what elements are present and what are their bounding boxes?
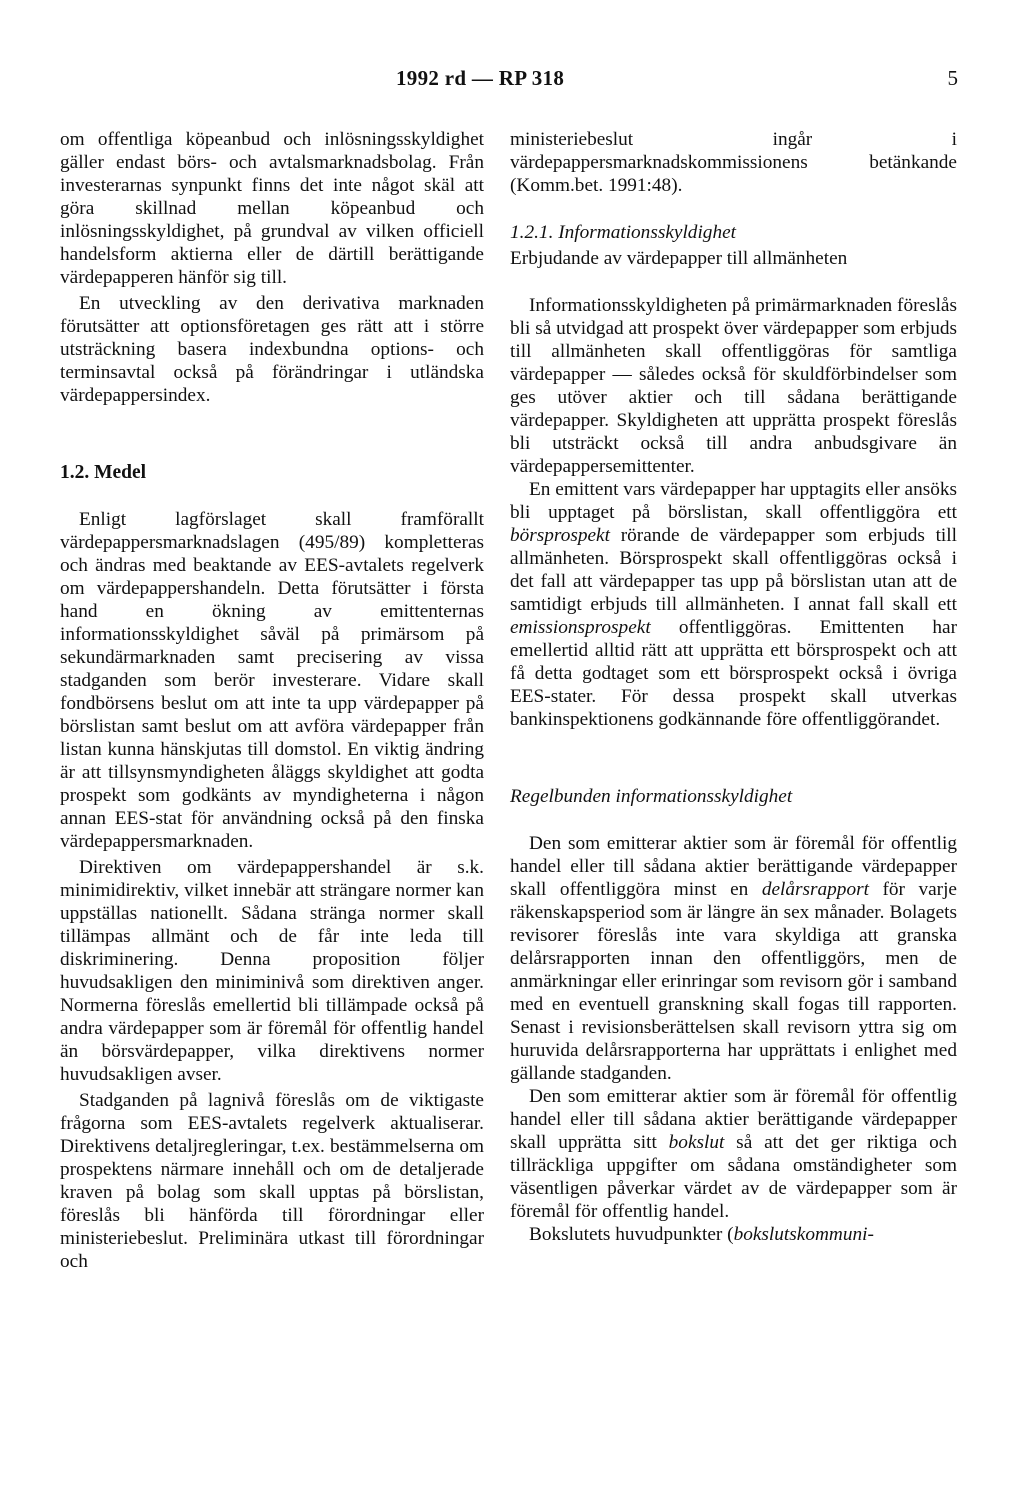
paragraph: om offentliga köpeanbud och inlösningsskyldighet gäller endast börs- och avtalsmarknadsbolag. Från investerarnas synpunkt finns det inte något skäl att göra skillnad mellan köpeanbud och inlösningsskyldighet, på grundval av vilken officiell handelsform aktierna eller de därtill berättigande värdepapperen hänför sig till. xyxy=(60,129,484,288)
paragraph: Informationsskyldigheten på primärmarknaden föreslås bli så utvidgad att prospekt över värdepapper som erbjuds till allmänheten skall offentliggöras för samtliga värdepapper — således också för skuldförbindelser som ges utöver aktier och till sådana berättigande värdepapper. Skyldigheten att upprätta prospekt föreslås bli utsträckt också till andra anbudsgivare än värdepappersemittenter. xyxy=(510,295,957,477)
paragraph: En utveckling av den derivativa marknaden förutsätter att optionsföretagen ges rätt att i större utsträckning basera indexbundna options- och terminsavtal också på förändringar i utländska värdepappersindex. xyxy=(60,293,484,406)
page-number: 5 xyxy=(947,66,958,90)
text-run: Den som emitterar aktier som är föremål för offentlig handel eller till sådana aktier berättigande värdepapper skall upprätta sitt xyxy=(510,1086,957,1153)
left-column xyxy=(60,128,484,1273)
page-header xyxy=(0,66,1024,96)
text-run: för varje räkenskapsperiod som är längre än sex månader. Bolagets revisorer föreslås inte vara skyldiga att granska delårsrapporten innan den offentliggörs, men de anmärkningar eller erinringar som revisorn gör i samband med en eventuell granskning skall fogas till rapporten. Senast i revisionsberättelsen skall revisorn yttra sig om huruvida delårsrapporterna har upprättats i enlighet med gällande stadganden. xyxy=(510,879,957,1084)
paragraph: Direktiven om värdepappershandel är s.k. minimidirektiv, vilket innebär att strängare normer kan uppställas nationellt. Sådana stränga normer skall tillämpas allmänt och de får inte leda till diskriminering. Denna proposition följer huvudsakligen den miniminivå som direktiven anger. Normerna föreslås emellertid bli tillämpade också på andra värdepapper som är föremål för offentlig handel än börsvärdepapper, vilka direktivens normer huvudsakligen avser. xyxy=(60,857,484,1085)
emphasized-term: delårsrapport xyxy=(761,879,869,900)
paragraph xyxy=(510,832,957,1085)
emphasized-term: emissionsprospekt xyxy=(510,617,651,638)
emphasized-term: bokslut xyxy=(668,1132,725,1153)
topic-heading: Erbjudande av värdepapper till allmänheten xyxy=(510,248,848,269)
text-run: En emittent vars värdepapper har upptagits eller ansöks bli upptaget på börslistan, skall offentliggöra ett xyxy=(510,479,957,523)
text-run: Den som emitterar aktier som är föremål för offentlig handel eller till sådana aktier berättigande värdepapper skall offentliggöra minst en xyxy=(510,833,957,900)
right-column xyxy=(510,128,957,1246)
text-run: Bokslutets huvudpunkter ( xyxy=(529,1224,734,1245)
running-title: 1992 rd — RP 318 xyxy=(396,66,565,90)
paragraph xyxy=(510,1223,957,1246)
subsection-heading: Regelbunden informationsskyldighet xyxy=(510,786,793,807)
text-run: så att det ger riktiga och tillräckliga uppgifter om sådana omständigheter som väsentligen påverkar värdet av de värdepapper som är föremål för offentlig handel. xyxy=(510,1132,958,1222)
emphasized-term: bokslutskommuni- xyxy=(733,1224,874,1245)
text-run: rörande de värdepapper som erbjuds till allmänheten. Börsprospekt skall offentliggöras också i det fall att värdepapper tas upp på börslistan utan att de samtidigt erbjuds till allmänheten. I annat fall skall ett xyxy=(510,525,957,615)
emphasized-term: börsprospekt xyxy=(510,525,610,546)
paragraph: ministeriebeslut ingår i värdepappersmarknadskommissionens betänkande (Komm.bet. 1991:48). xyxy=(510,129,957,196)
paragraph: Enligt lagförslaget skall framförallt värdepappersmarknadslagen (495/89) kompletteras och ändras med beaktande av EES-avtalets regelverk om värdepappershandeln. Detta förutsätter i första hand en ökning av emittenternas informationsskyldighet såväl på primärsom på sekundärmarknaden samt precisering av vissa stadganden som berör investerare. Vidare skall fondbörsens beslut om att inte ta upp värdepapper på börslistan samt beslut om att avföra värdepapper från listan kunna hänskjutas till domstol. En viktig ändring är att tillsynsmyndigheten åläggs skyldighet att godta prospekt som godkänts av myndigheterna i någon annan EES-stat för användning också på den finska värdepappersmarknaden. xyxy=(60,509,484,852)
section-heading: 1.2. Medel xyxy=(60,462,147,483)
paragraph xyxy=(510,478,957,731)
paragraph: Stadganden på lagnivå föreslås om de viktigaste frågorna som EES-avtalets regelverk aktualiserar. Direktivens detaljregleringar, t.ex. bestämmelserna om prospektens närmare innehåll och om de detaljerade kraven på bolag som skall upptas på börslistan, föreslås bli hänförda till förordningar eller ministeriebeslut. Preliminära utkast till förordningar och xyxy=(60,1090,484,1272)
text-run: offentliggöras. Emittenten har emellertid alltid rätt att upprätta ett börsprospekt och att få detta godtaget som ett börsprospekt också i övriga EES-stater. För dessa prospekt skall utverkas bankinspektionens godkännande före offentliggörandet. xyxy=(510,617,957,730)
subsection-heading: 1.2.1. Informationsskyldighet xyxy=(510,222,736,243)
paragraph xyxy=(510,1085,957,1223)
